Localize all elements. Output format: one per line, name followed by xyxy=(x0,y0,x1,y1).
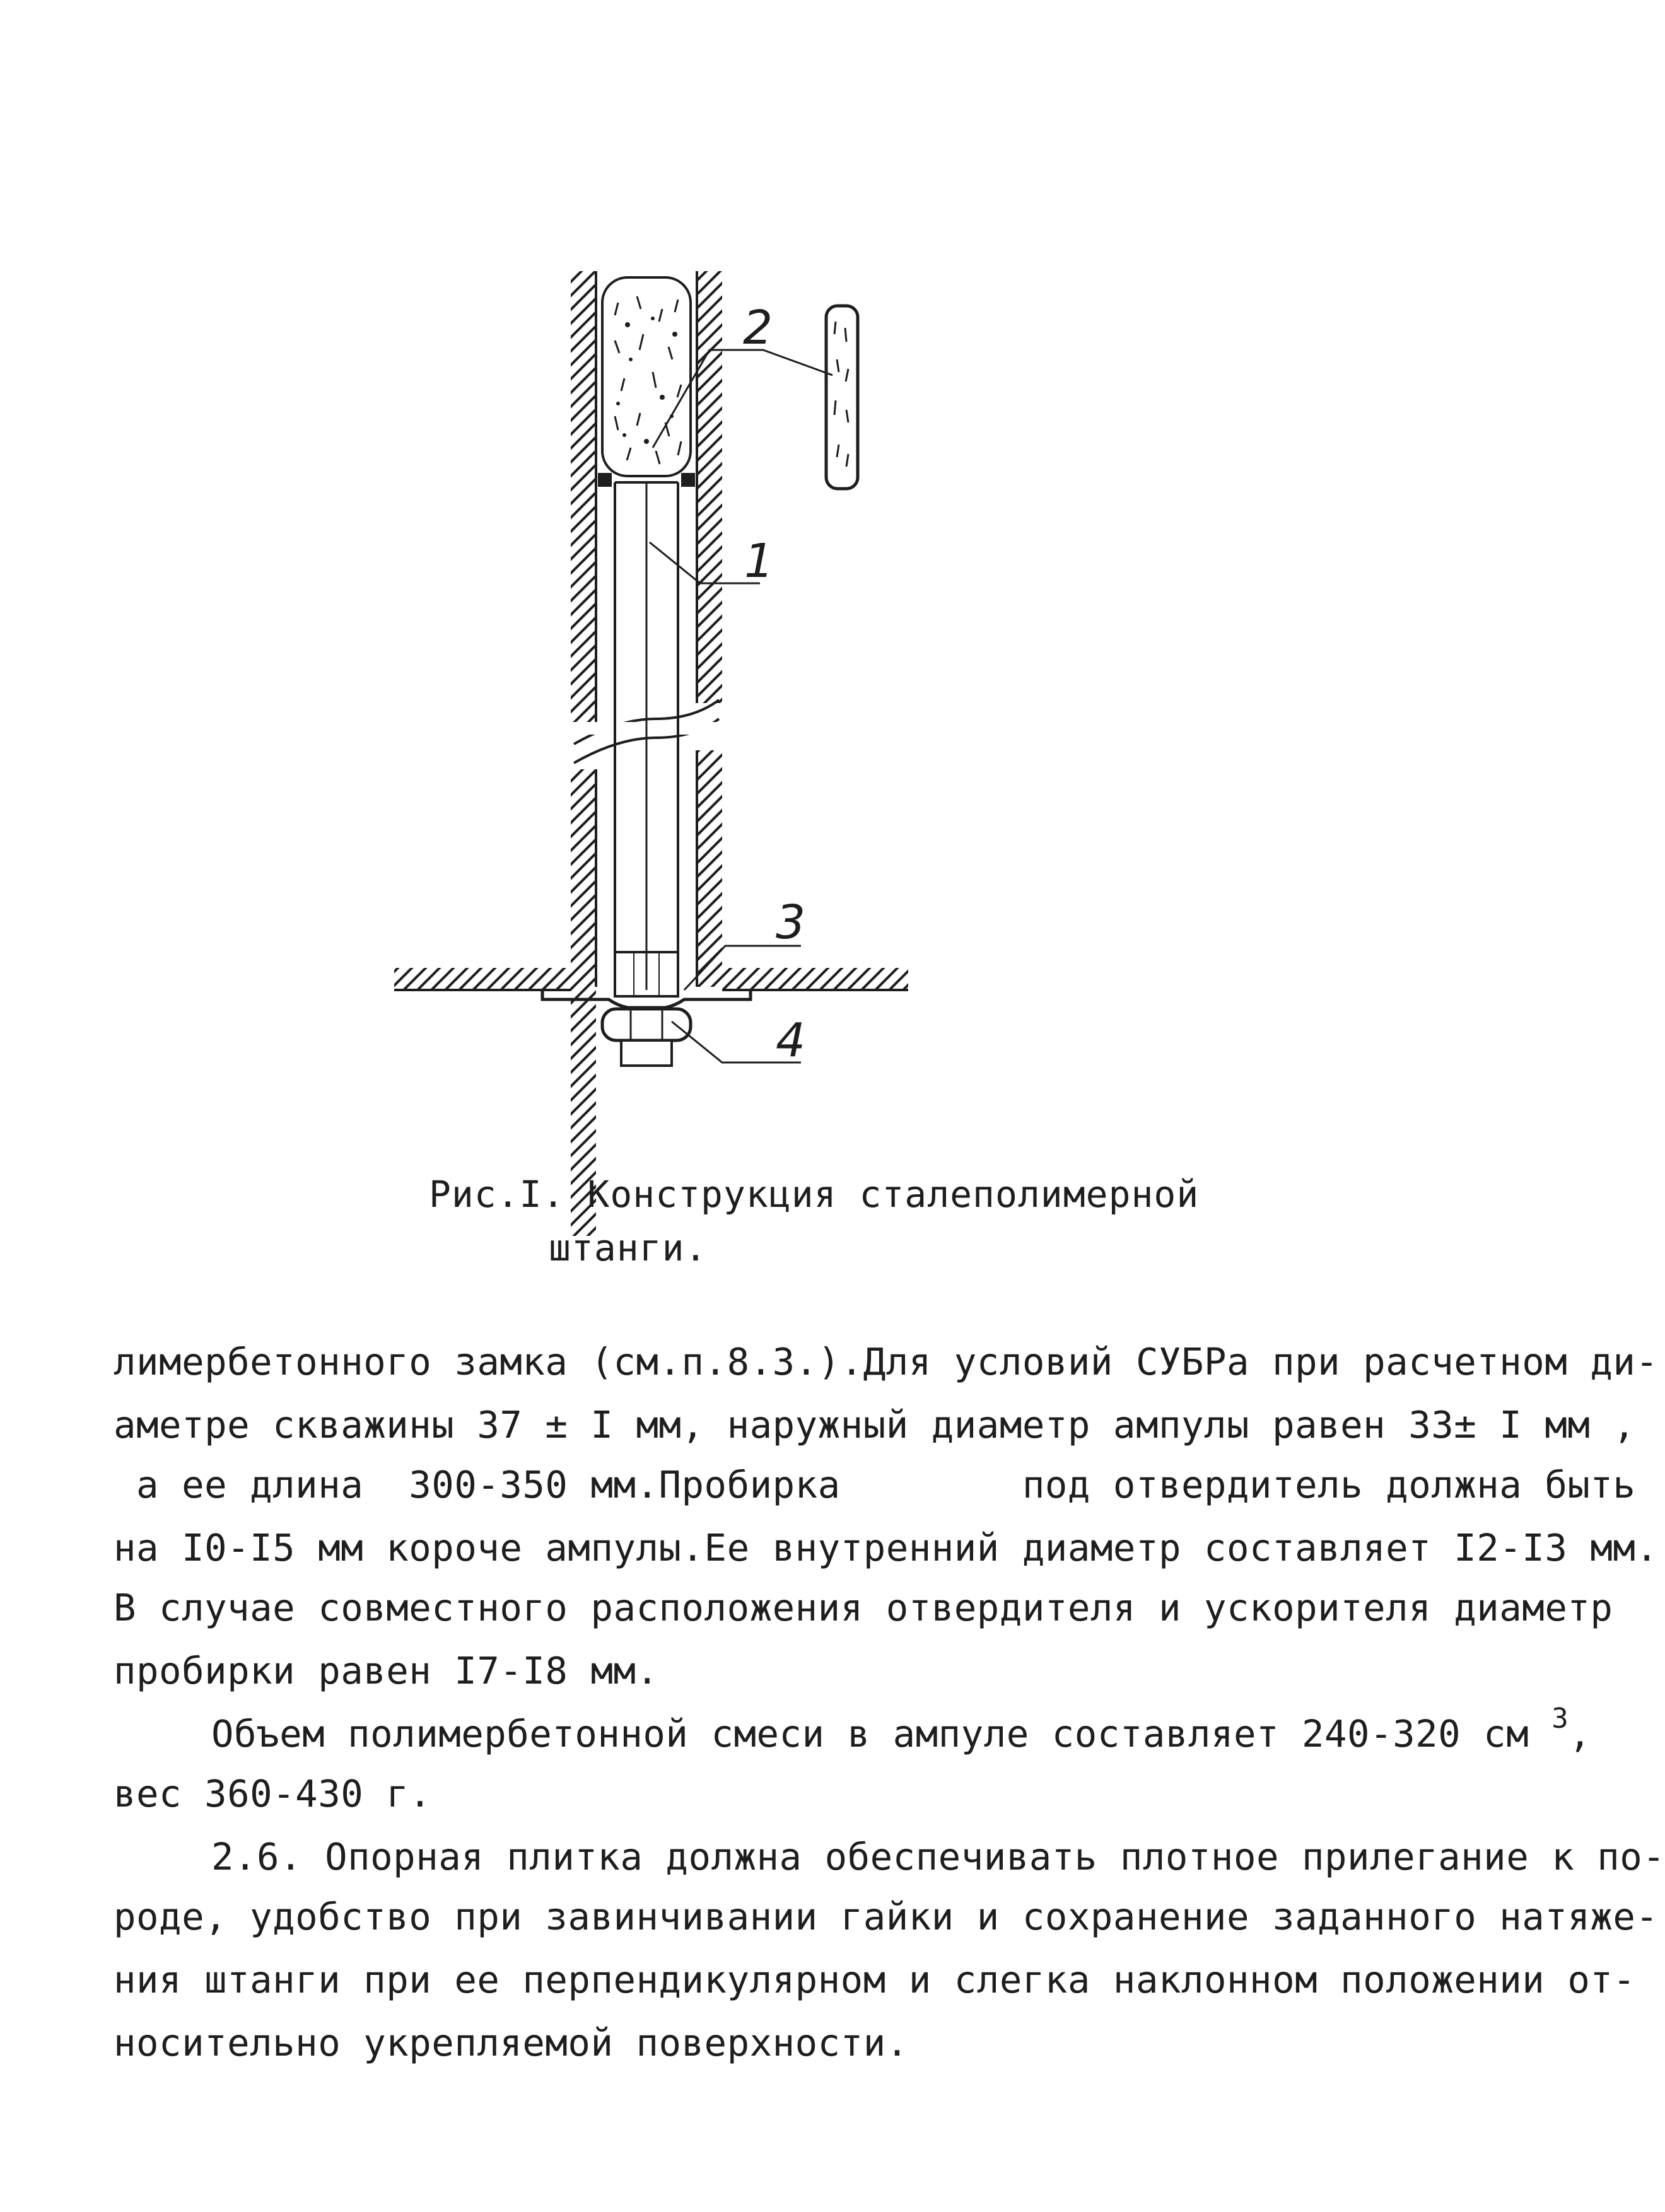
paragraph-line: вес 360-430 г. xyxy=(114,1772,432,1815)
label-nut: 4 xyxy=(776,1013,806,1068)
paragraph-line: Объем полимербетонной смеси в ампуле составляет 240-320 см $^3$, xyxy=(211,1703,1592,1755)
paragraph-line: носительно укрепляемой поверхности. xyxy=(114,2021,909,2064)
label-ampoule: 2 xyxy=(743,301,773,355)
nut xyxy=(602,1009,691,1066)
paragraph-line: лимербетонного замка (см.п.8.3.).Для условий СУБРа при расчетном ди- xyxy=(114,1340,1659,1383)
paragraph-line: 2.6. Опорная плитка должна обеспечивать плотное прилегание к по- xyxy=(211,1835,1665,1878)
label-rod: 1 xyxy=(744,534,774,588)
paragraph-line: аметре скважины 37 ± I мм, наружный диаметр ампулы равен 33± I мм , xyxy=(114,1403,1636,1447)
superscript-cube: 3 xyxy=(1551,1703,1569,1735)
steel-rod xyxy=(615,482,678,996)
ground-surface xyxy=(394,968,908,990)
figure-caption-line1: Рис.I. Конструкция сталеполимерной xyxy=(429,1173,1200,1216)
paragraph-line: В случае совместного расположения отвердителя и ускорителя диаметр xyxy=(114,1586,1613,1629)
label-plate: 3 xyxy=(776,895,806,950)
paragraph-line: ния штанги при ее перпендикулярном и слегка наклонном положении от- xyxy=(114,1958,1636,2001)
polymer-concrete-lock xyxy=(598,277,695,487)
separate-ampoule xyxy=(826,306,858,489)
paragraph-line: а ее длина 300-350 мм.Пробирка под отвердитель должна быть xyxy=(114,1463,1636,1506)
paragraph-line: на I0-I5 мм короче ампулы.Ее внутренний диаметр составляет I2-I3 мм. xyxy=(114,1526,1659,1569)
anchor-bolt-figure xyxy=(366,265,933,1110)
borehole-wall-right xyxy=(697,271,722,987)
figure-caption-line2: штанги. xyxy=(549,1226,708,1269)
paragraph-line: роде, удобство при завинчивании гайки и сохранение заданного натяже- xyxy=(114,1895,1659,1938)
paragraph-line: пробирки равен I7-I8 мм. xyxy=(114,1649,659,1692)
